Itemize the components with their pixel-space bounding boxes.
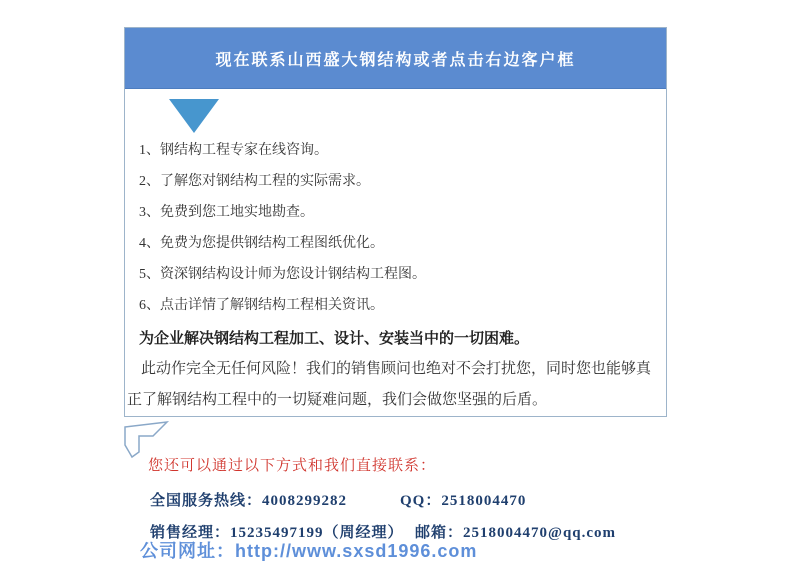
website-link[interactable]: http://www.sxsd1996.com xyxy=(235,541,478,561)
closing-paragraph: 此动作完全无任何风险！我们的销售顾问也绝对不会打扰您，同时您也能够真正了解钢结构工程中的一切疑难问题，我们会做您坚强的后盾。 xyxy=(127,361,652,408)
hotline-label: 全国服务热线： xyxy=(150,493,263,509)
website-row xyxy=(140,537,477,562)
list-item: 4、免费为您提供钢结构工程图纸优化。 xyxy=(139,236,384,251)
email-label: 邮箱： xyxy=(415,525,464,541)
list-item: 6、点击详情了解钢结构工程相关资讯。 xyxy=(139,298,384,313)
hotline-number: 4008299282 xyxy=(262,493,348,509)
list-item: 2、了解您对钢结构工程的实际需求。 xyxy=(139,174,370,189)
list-item: 3、免费到您工地实地勘查。 xyxy=(139,205,314,220)
arrow-down-icon xyxy=(169,99,219,133)
contact-banner xyxy=(125,28,666,89)
contact-intro-text: 您还可以通过以下方式和我们直接联系： xyxy=(148,458,437,474)
hotline-row xyxy=(150,489,347,510)
benefit-list xyxy=(139,135,658,321)
list-item: 5、资深钢结构设计师为您设计钢结构工程图。 xyxy=(139,267,426,282)
qq-row xyxy=(400,489,526,510)
website-label: 公司网址： xyxy=(140,541,235,561)
highlight-statement: 为企业解决钢结构工程加工、设计、安装当中的一切困难。 xyxy=(139,331,530,347)
contact-banner-title: 现在联系山西盛大钢结构或者点击右边客户框 xyxy=(215,51,576,69)
sales-manager-label: 销售经理： xyxy=(150,525,231,541)
qq-label: QQ： xyxy=(400,493,442,509)
list-item: 1、钢结构工程专家在线咨询。 xyxy=(139,143,328,158)
promo-panel xyxy=(124,27,667,417)
sales-manager-number: 15235497199（周经理） xyxy=(230,525,404,541)
email-address: 2518004470@qq.com xyxy=(463,525,617,541)
qq-number: 2518004470 xyxy=(441,493,527,509)
